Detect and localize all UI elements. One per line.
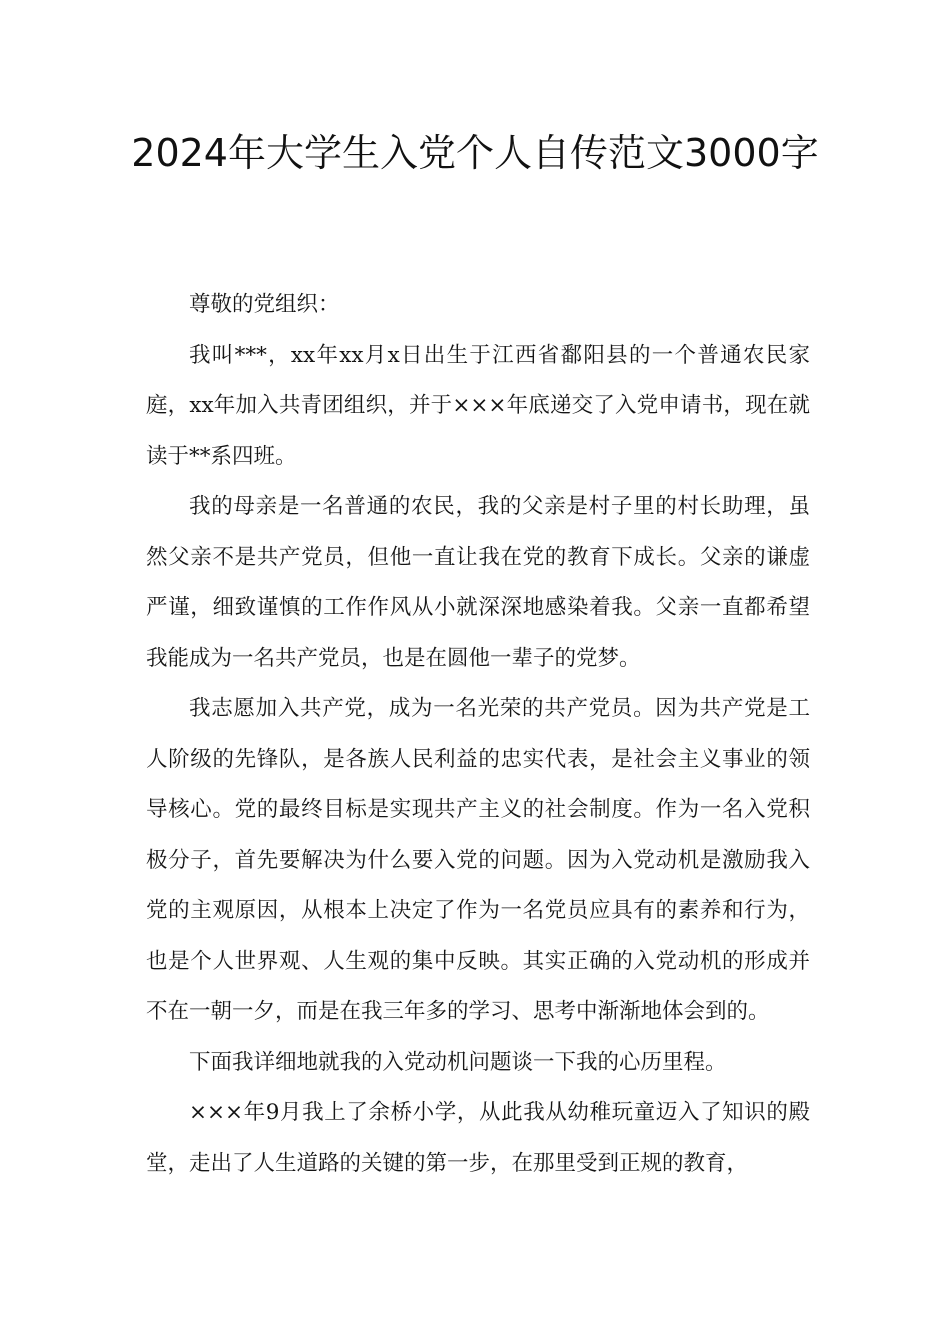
- body-paragraph: 我叫***，xx年xx月x日出生于江西省鄱阳县的一个普通农民家庭，xx年加入共青团组织，并于×××年底递交了入党申请书，现在就读于**系四班。: [146, 342, 810, 469]
- body-paragraph: 我志愿加入共产党，成为一名光荣的共产党员。因为共产党是工人阶级的先锋队，是各族人民利益的忠实代表，是社会主义事业的领导核心。党的最终目标是实现共产主义的社会制度。作为一名入党积极分子，首先要解决为什么要入党的问题。因为入党动机是激励我入党的主观原因，从根本上决定了作为一名党员应具有的素养和行为，也是个人世界观、人生观的集中反映。其实正确的入党动机的形成并不在一朝一夕，而是在我三年多的学习、思考中渐渐地体会到的。: [146, 696, 810, 1024]
- body-paragraph: ×××年9月我上了余桥小学，从此我从幼稚玩童迈入了知识的殿堂，走出了人生道路的关键的第一步，在那里受到正规的教育，: [146, 1100, 810, 1176]
- salutation-paragraph: 尊敬的党组织：: [189, 292, 340, 317]
- document-title: 2024年大学生入党个人自传范文3000字: [131, 131, 819, 175]
- body-paragraph: 我的母亲是一名普通的农民，我的父亲是村子里的村长助理，虽然父亲不是共产党员，但他一直让我在党的教育下成长。父亲的谦虚严谨，细致谨慎的工作作风从小就深深地感染着我。父亲一直都希望我能成为一名共产党员，也是在圆他一辈子的党梦。: [146, 494, 810, 671]
- body-paragraph: 下面我详细地就我的入党动机问题谈一下我的心历里程。: [189, 1049, 727, 1075]
- document-body: [146, 280, 810, 1189]
